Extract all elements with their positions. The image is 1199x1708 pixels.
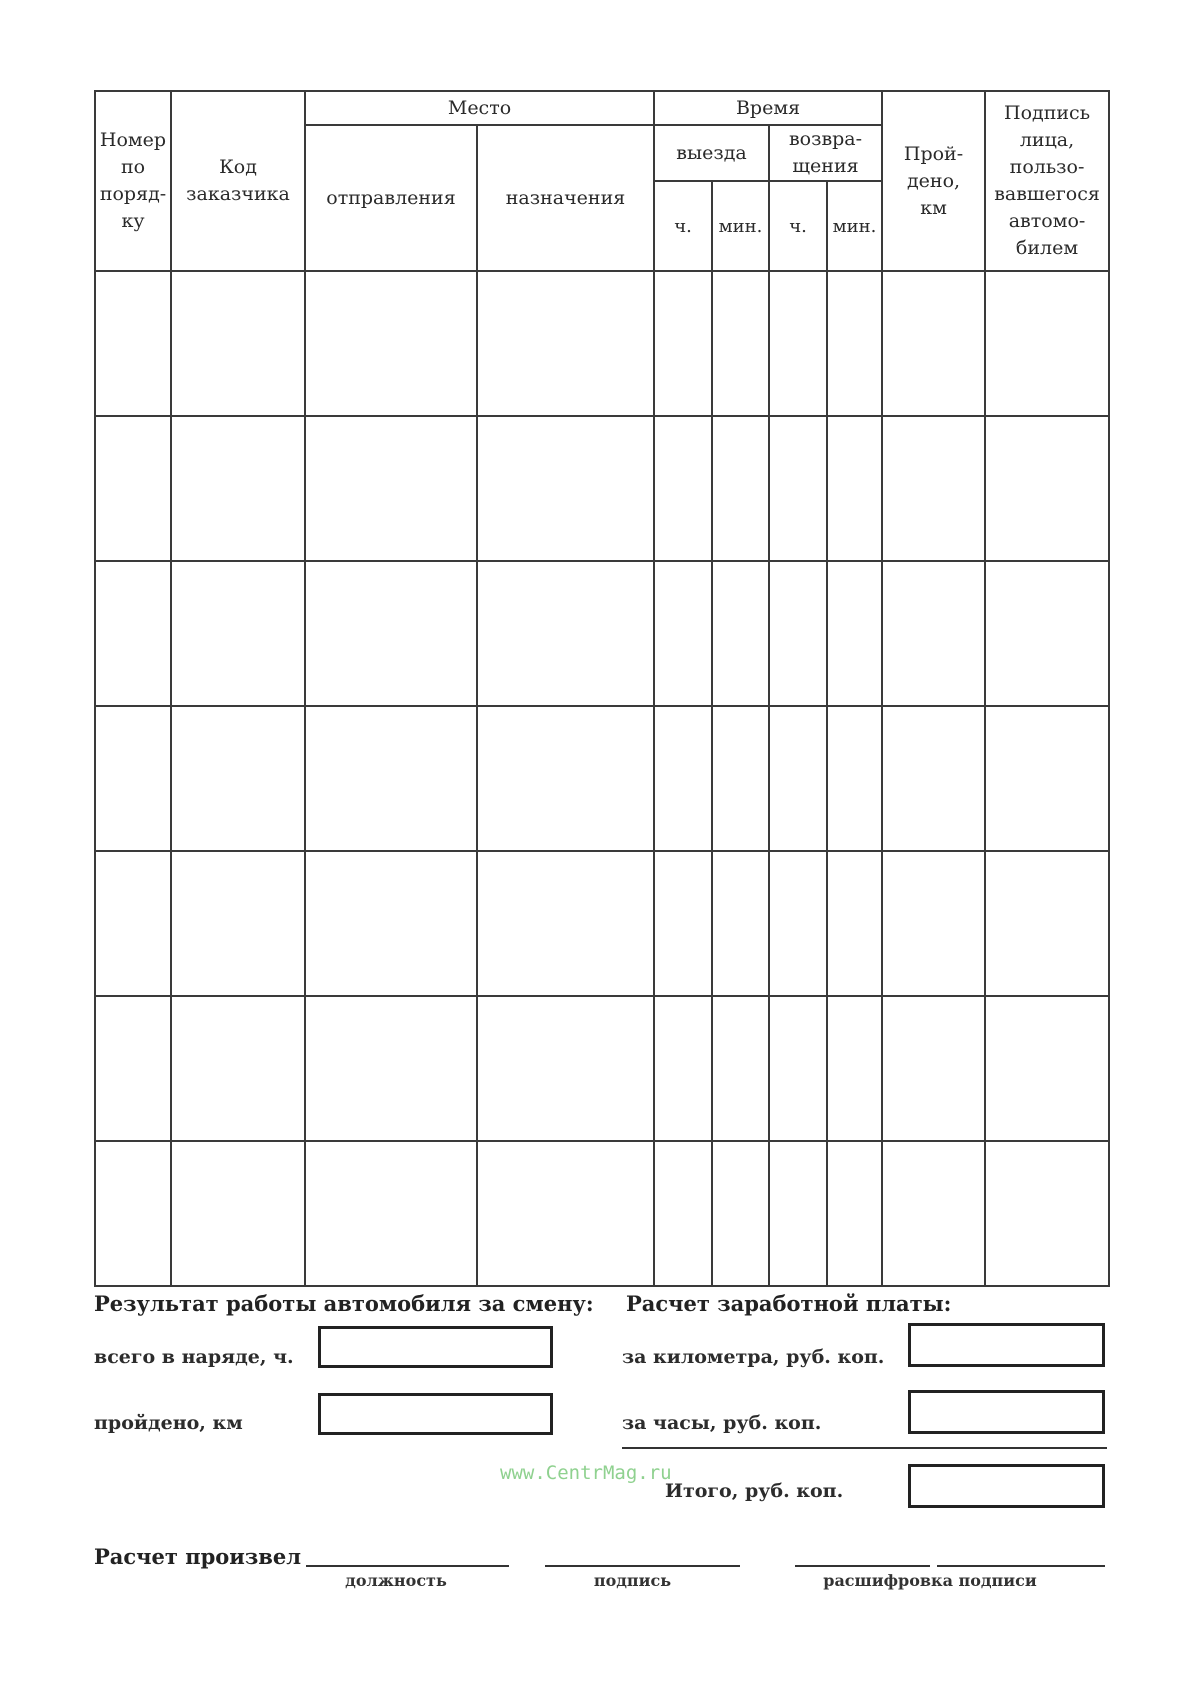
- table-cell[interactable]: [477, 271, 654, 416]
- salary-title: Расчет заработной платы:: [626, 1291, 952, 1316]
- total-hours-label: всего в наряде, ч.: [94, 1346, 294, 1368]
- decode-caption: расшифровка подписи: [823, 1571, 1037, 1590]
- results-title: Результат работы автомобиля за смену:: [94, 1291, 594, 1316]
- table-row: [95, 1141, 1109, 1286]
- table-cell[interactable]: [95, 271, 171, 416]
- per-hours-field[interactable]: [908, 1390, 1105, 1434]
- table-cell[interactable]: [985, 996, 1109, 1141]
- table-cell[interactable]: [477, 851, 654, 996]
- table-cell[interactable]: [882, 561, 985, 706]
- table-cell[interactable]: [654, 1141, 712, 1286]
- table-cell[interactable]: [882, 996, 985, 1141]
- table-cell[interactable]: [985, 416, 1109, 561]
- total-field[interactable]: [908, 1464, 1105, 1508]
- table-cell[interactable]: [712, 851, 769, 996]
- table-cell[interactable]: [305, 416, 477, 561]
- table-cell[interactable]: [712, 996, 769, 1141]
- header-return-minutes: мин.: [827, 181, 882, 271]
- table-cell[interactable]: [712, 416, 769, 561]
- decode-line-left[interactable]: [795, 1565, 930, 1567]
- table-cell[interactable]: [654, 851, 712, 996]
- table-row: [95, 416, 1109, 561]
- per-hours-label: за часы, руб. коп.: [622, 1412, 822, 1434]
- table-cell[interactable]: [827, 706, 882, 851]
- table-cell[interactable]: [477, 416, 654, 561]
- table-cell[interactable]: [769, 706, 827, 851]
- table-cell[interactable]: [882, 1141, 985, 1286]
- table-cell[interactable]: [827, 1141, 882, 1286]
- table-cell[interactable]: [95, 996, 171, 1141]
- distance-label: пройдено, км: [94, 1412, 243, 1434]
- table-cell[interactable]: [827, 851, 882, 996]
- position-line[interactable]: [306, 1565, 509, 1567]
- calc-by-label: Расчет произвел: [94, 1544, 302, 1569]
- table-cell[interactable]: [712, 561, 769, 706]
- trip-log-body: [95, 271, 1109, 1286]
- table-cell[interactable]: [827, 996, 882, 1141]
- position-caption: должность: [345, 1571, 447, 1590]
- header-number: Номер по поряд-ку: [95, 91, 171, 271]
- total-divider: [622, 1447, 1107, 1449]
- header-return-hours: ч.: [769, 181, 827, 271]
- table-cell[interactable]: [769, 416, 827, 561]
- table-cell[interactable]: [654, 416, 712, 561]
- header-place-departure: отправления: [305, 125, 477, 271]
- table-cell[interactable]: [985, 851, 1109, 996]
- table-cell[interactable]: [654, 996, 712, 1141]
- table-cell[interactable]: [827, 271, 882, 416]
- header-place-destination: назначения: [477, 125, 654, 271]
- header-customer-code: Код заказчика: [171, 91, 305, 271]
- table-cell[interactable]: [171, 706, 305, 851]
- table-cell[interactable]: [477, 1141, 654, 1286]
- table-cell[interactable]: [305, 561, 477, 706]
- table-row: [95, 271, 1109, 416]
- signature-line[interactable]: [545, 1565, 740, 1567]
- table-cell[interactable]: [712, 1141, 769, 1286]
- decode-line-right[interactable]: [937, 1565, 1105, 1567]
- table-cell[interactable]: [769, 271, 827, 416]
- table-cell[interactable]: [712, 271, 769, 416]
- signature-caption: подпись: [593, 1571, 672, 1590]
- header-place: Место: [305, 91, 654, 125]
- table-cell[interactable]: [827, 561, 882, 706]
- table-cell[interactable]: [985, 561, 1109, 706]
- table-cell[interactable]: [95, 1141, 171, 1286]
- table-cell[interactable]: [305, 271, 477, 416]
- header-signature: Подпись лица, пользо-вавшегося автомо-билем: [985, 91, 1109, 271]
- header-departure-hours: ч.: [654, 181, 712, 271]
- per-km-label: за километра, руб. коп.: [622, 1346, 885, 1368]
- table-cell[interactable]: [95, 561, 171, 706]
- table-row: [95, 851, 1109, 996]
- table-cell[interactable]: [882, 416, 985, 561]
- table-cell[interactable]: [769, 561, 827, 706]
- header-time-return: возвра-щения: [769, 125, 882, 181]
- table-cell[interactable]: [985, 1141, 1109, 1286]
- table-cell[interactable]: [305, 996, 477, 1141]
- table-cell[interactable]: [171, 996, 305, 1141]
- table-cell[interactable]: [712, 706, 769, 851]
- table-row: [95, 706, 1109, 851]
- table-cell[interactable]: [769, 1141, 827, 1286]
- table-cell[interactable]: [985, 706, 1109, 851]
- table-cell[interactable]: [654, 271, 712, 416]
- distance-field[interactable]: [318, 1393, 553, 1435]
- table-cell[interactable]: [305, 706, 477, 851]
- table-cell[interactable]: [654, 561, 712, 706]
- table-cell[interactable]: [95, 706, 171, 851]
- table-cell[interactable]: [882, 851, 985, 996]
- watermark: www.CentrMag.ru: [500, 1462, 672, 1484]
- header-distance: Прой-дено, км: [882, 91, 985, 271]
- header-departure-minutes: мин.: [712, 181, 769, 271]
- header-time: Время: [654, 91, 882, 125]
- table-cell[interactable]: [305, 1141, 477, 1286]
- table-row: [95, 996, 1109, 1141]
- table-cell[interactable]: [985, 271, 1109, 416]
- table-cell[interactable]: [95, 851, 171, 996]
- table-cell[interactable]: [171, 1141, 305, 1286]
- total-label: Итого, руб. коп.: [665, 1480, 844, 1502]
- table-row: [95, 561, 1109, 706]
- table-cell[interactable]: [882, 271, 985, 416]
- table-cell[interactable]: [827, 416, 882, 561]
- table-cell[interactable]: [171, 851, 305, 996]
- header-time-departure: выезда: [654, 125, 769, 181]
- table-cell[interactable]: [477, 706, 654, 851]
- table-cell[interactable]: [769, 996, 827, 1141]
- trip-log-table: [94, 90, 1110, 1287]
- table-cell[interactable]: [882, 706, 985, 851]
- per-km-field[interactable]: [908, 1323, 1105, 1367]
- total-hours-field[interactable]: [318, 1326, 553, 1368]
- table-cell[interactable]: [477, 996, 654, 1141]
- table-cell[interactable]: [171, 416, 305, 561]
- table-cell[interactable]: [95, 416, 171, 561]
- table-cell[interactable]: [769, 851, 827, 996]
- table-cell[interactable]: [477, 561, 654, 706]
- table-cell[interactable]: [171, 561, 305, 706]
- table-cell[interactable]: [305, 851, 477, 996]
- table-cell[interactable]: [654, 706, 712, 851]
- table-cell[interactable]: [171, 271, 305, 416]
